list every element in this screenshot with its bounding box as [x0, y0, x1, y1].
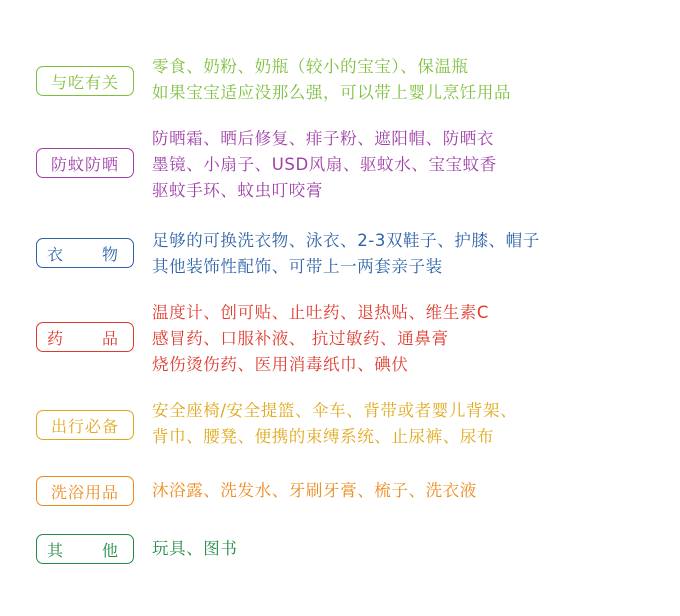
- category-tag-bath: 洗浴用品: [36, 476, 134, 506]
- category-tag-char: 其: [47, 540, 65, 560]
- category-tag-char: 物: [101, 244, 119, 264]
- category-tag-char: 药: [47, 328, 65, 348]
- item-line: 温度计、创可贴、止吐药、退热贴、维生素C: [152, 303, 490, 322]
- item-line: 感冒药、口服补液、 抗过敏药、通鼻膏: [152, 329, 449, 348]
- item-line: 安全座椅/安全提篮、伞车、背带或者婴儿背架、: [152, 401, 518, 420]
- section-clothes-items: [152, 228, 672, 280]
- category-tag-char: 品: [101, 328, 119, 348]
- item-line: 沐浴露、洗发水、牙刷牙膏、梳子、洗衣液: [152, 481, 477, 500]
- item-line: 其他装饰性配饰、可带上一两套亲子装: [152, 257, 443, 276]
- section-travel-essentials-items: [152, 398, 672, 450]
- category-tag-clothes: [36, 238, 134, 268]
- category-tag-medicine: [36, 322, 134, 352]
- category-tag-mosquito-sun: 防蚊防晒: [36, 148, 134, 178]
- section-food-items: [152, 54, 672, 106]
- section-bath-items: [152, 478, 672, 504]
- section-other-items: [152, 536, 672, 562]
- category-tag-char: 衣: [47, 244, 65, 264]
- item-line: 烧伤烫伤药、医用消毒纸巾、碘伏: [152, 355, 409, 374]
- category-tag-other: [36, 534, 134, 564]
- category-tag-char: 他: [101, 540, 119, 560]
- section-mosquito-sun-items: [152, 126, 672, 204]
- item-line: 驱蚊手环、蚊虫叮咬膏: [152, 181, 323, 200]
- item-line: 零食、奶粉、奶瓶（较小的宝宝）、保温瓶: [152, 57, 469, 76]
- item-line: 背巾、腰凳、便携的束缚系统、止尿裤、尿布: [152, 427, 494, 446]
- item-line: 如果宝宝适应没那么强，可以带上婴儿烹饪用品: [152, 83, 512, 102]
- section-medicine-items: [152, 300, 672, 378]
- item-line: 足够的可换洗衣物、泳衣、2-3双鞋子、护膝、帽子: [152, 231, 540, 250]
- item-line: 防晒霜、晒后修复、痱子粉、遮阳帽、防晒衣: [152, 129, 494, 148]
- category-tag-food: 与吃有关: [36, 66, 134, 96]
- item-line: 墨镜、小扇子、USD风扇、驱蚊水、宝宝蚊香: [152, 155, 497, 174]
- category-tag-travel-essentials: 出行必备: [36, 410, 134, 440]
- item-line: 玩具、图书: [152, 539, 238, 558]
